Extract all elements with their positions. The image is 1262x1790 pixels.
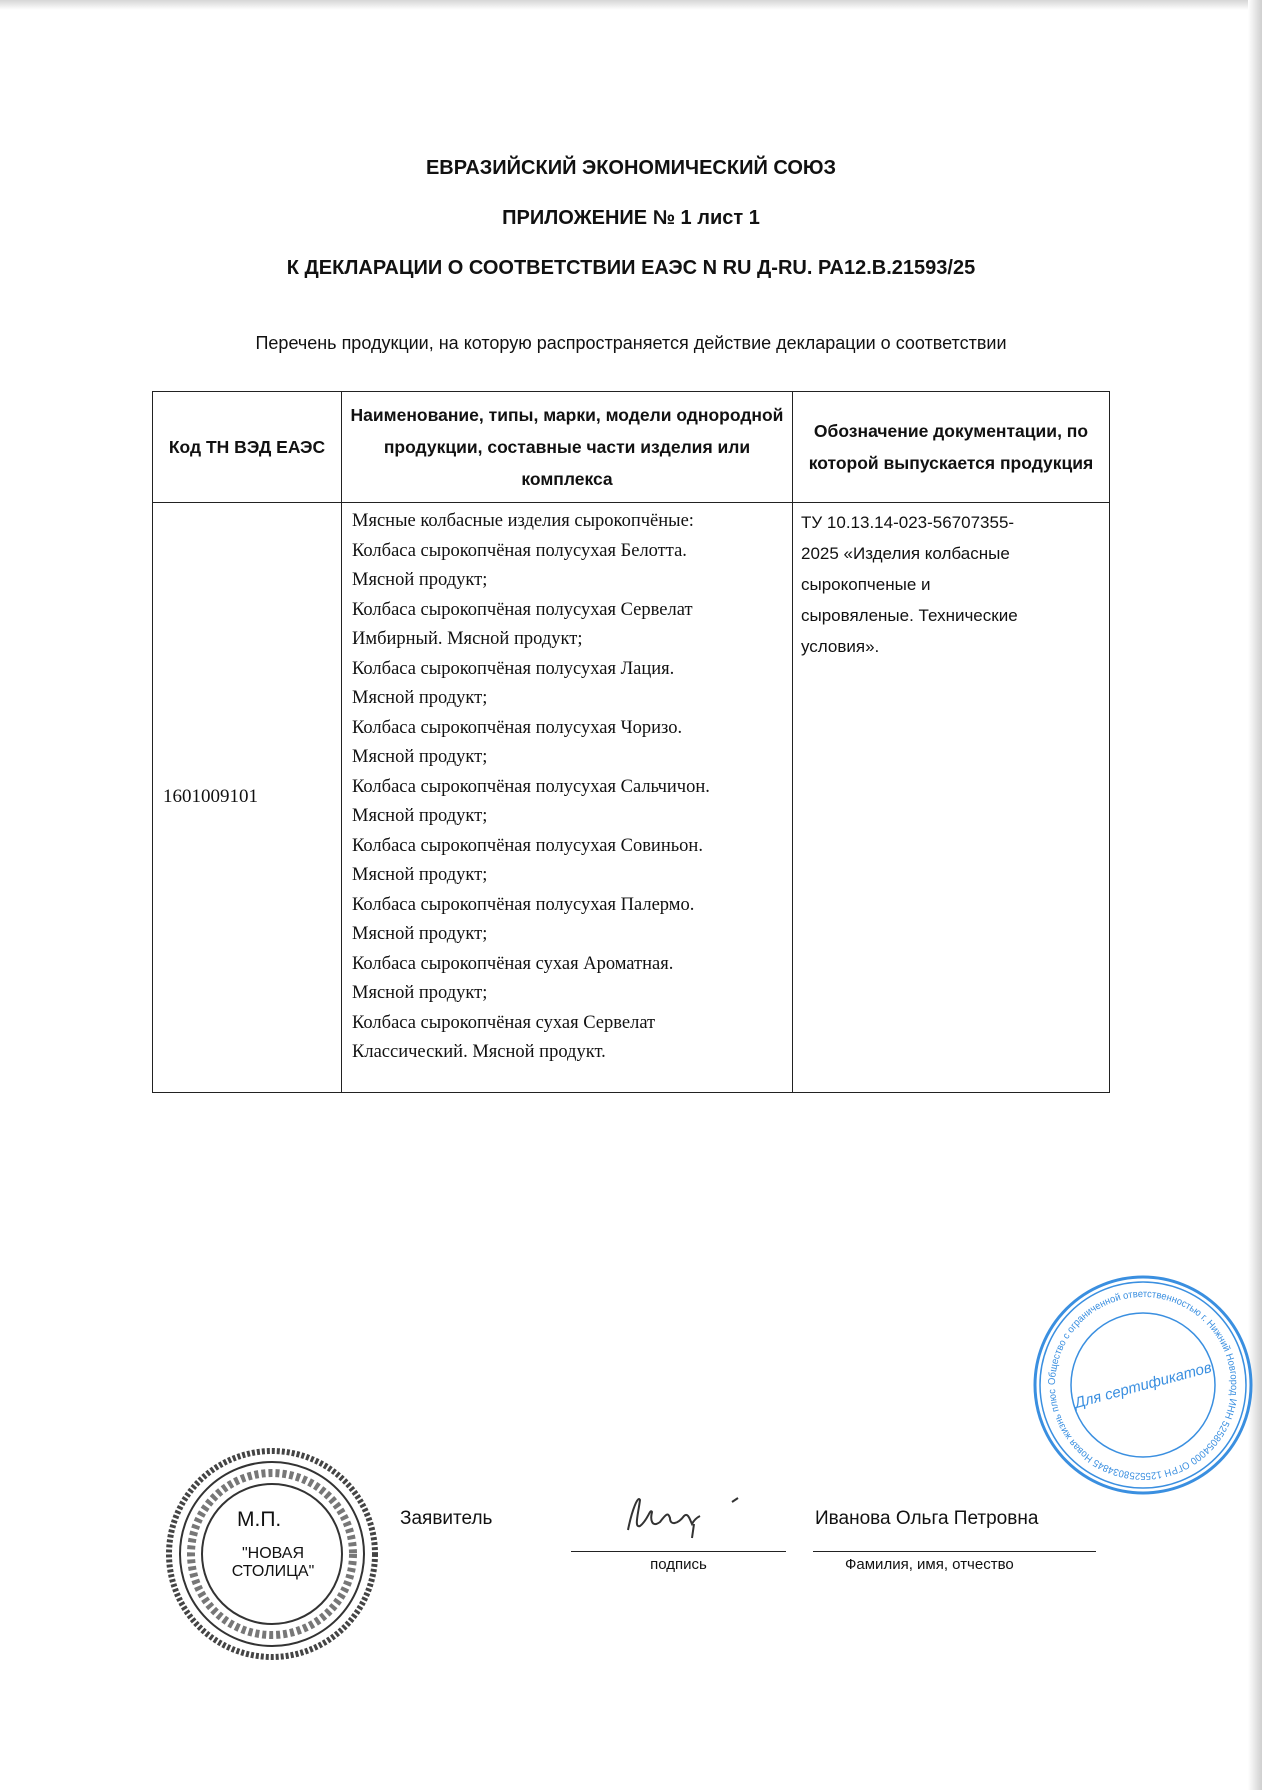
product-line: Мясной продукт; bbox=[352, 924, 488, 944]
product-line: Колбаса сырокопчёная полусухая Сальчичон. bbox=[352, 776, 710, 797]
product-line: Имбирный. Мясной продукт; bbox=[352, 629, 583, 649]
appendix-title: ПРИЛОЖЕНИЕ № 1 лист 1 bbox=[502, 207, 760, 229]
documentation-line: сыровяленые. Технические bbox=[801, 606, 1018, 625]
name-line bbox=[813, 1551, 1096, 1552]
mp-label: М.П. bbox=[237, 1508, 282, 1531]
table-header-row bbox=[153, 392, 1110, 503]
product-line: Колбаса сырокопчёная полусухая Сервелат bbox=[352, 599, 693, 620]
signature-caption: подпись bbox=[650, 1556, 707, 1573]
documentation-line: ТУ 10.13.14-023-56707355- bbox=[801, 513, 1015, 532]
product-line: Колбаса сырокопчёная полусухая Белотта. bbox=[352, 540, 687, 561]
intro-text: Перечень продукции, на которую распространяется действие декларации о соответствии bbox=[255, 333, 1007, 353]
signature-line bbox=[571, 1551, 786, 1552]
header-name: Наименование, типы, марки, модели однородной продукции, составные части изделия или комплекса bbox=[342, 392, 793, 503]
product-line: Колбаса сырокопчёная полусухая Чоризо. bbox=[352, 717, 683, 738]
product-line: Колбаса сырокопчёная сухая Ароматная. bbox=[352, 953, 674, 974]
documentation-line: 2025 «Изделия колбасные bbox=[801, 544, 1010, 563]
cell-products bbox=[342, 503, 793, 1093]
product-line: Мясной продукт; bbox=[352, 806, 488, 826]
certification-stamp bbox=[1030, 1272, 1256, 1498]
product-line: Колбаса сырокопчёная полусухая Лация. bbox=[352, 658, 675, 679]
product-line: Колбаса сырокопчёная полусухая Палермо. bbox=[352, 894, 695, 915]
declaration-title: К ДЕКЛАРАЦИИ О СООТВЕТСТВИИ ЕАЭС N RU Д-RU. РА12.В.21593/25 bbox=[286, 257, 976, 279]
product-line: Мясной продукт; bbox=[352, 688, 488, 708]
product-line: Мясной продукт; bbox=[352, 865, 488, 885]
table-row bbox=[153, 503, 1110, 1093]
product-table bbox=[152, 391, 1110, 1093]
scan-edge-top bbox=[0, 0, 1262, 10]
union-title: ЕВРАЗИЙСКИЙ ЭКОНОМИЧЕСКИЙ СОЮЗ bbox=[425, 157, 837, 179]
cell-documentation bbox=[793, 503, 1110, 1093]
blue-stamp-ring-text: Общество с ограниченной ответственностью г. Нижний Новгород ИНН 5258054000 ОГРН 1255258034845 Новая жизнь плюс bbox=[1046, 1288, 1240, 1482]
product-line: Мясные колбасные изделия сырокопчёные: bbox=[352, 511, 694, 531]
product-line: Мясной продукт; bbox=[352, 983, 488, 1003]
applicant-label: Заявитель bbox=[400, 1508, 493, 1529]
company-stamp-name: "НОВАЯ СТОЛИЦА" bbox=[231, 1545, 315, 1580]
cell-code: 1601009101 bbox=[153, 503, 342, 1093]
handwritten-signature bbox=[620, 1490, 770, 1540]
product-line: Классический. Мясной продукт. bbox=[352, 1042, 606, 1062]
header-documentation: Обозначение документации, по которой выпускается продукция bbox=[793, 392, 1110, 503]
product-line: Колбаса сырокопчёная сухая Сервелат bbox=[352, 1012, 656, 1033]
documentation-line: условия». bbox=[801, 637, 880, 656]
applicant-name: Иванова Ольга Петровна bbox=[815, 1508, 1039, 1529]
product-line: Колбаса сырокопчёная полусухая Совиньон. bbox=[352, 835, 703, 856]
documentation-line: сырокопченые и bbox=[801, 575, 931, 594]
blue-stamp-center-text: Для сертификатов bbox=[1072, 1359, 1214, 1412]
name-caption: Фамилия, имя, отчество bbox=[845, 1556, 1014, 1573]
header-code: Код ТН ВЭД ЕАЭС bbox=[153, 392, 342, 503]
product-line: Мясной продукт; bbox=[352, 747, 488, 767]
product-line: Мясной продукт; bbox=[352, 570, 488, 590]
